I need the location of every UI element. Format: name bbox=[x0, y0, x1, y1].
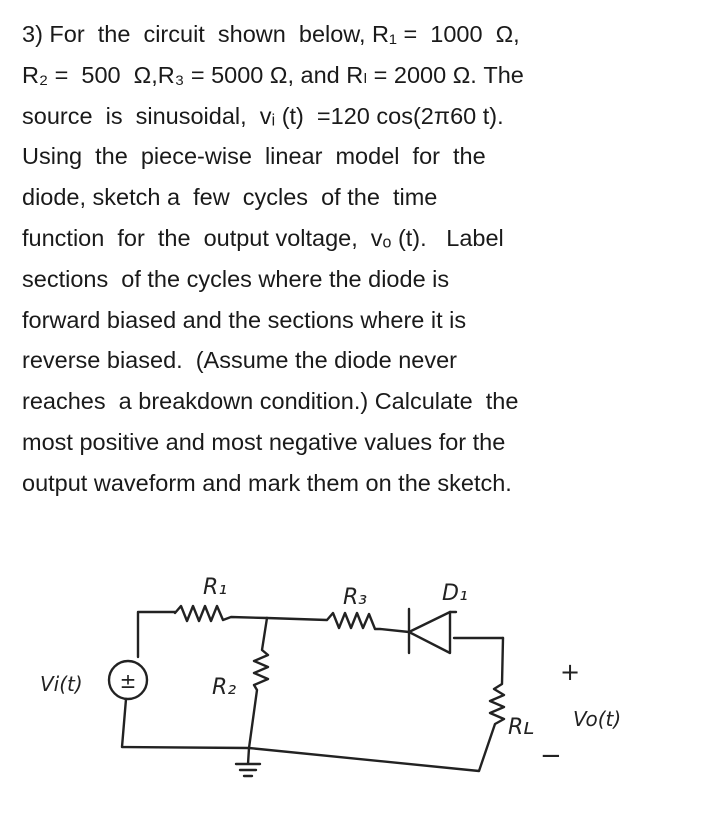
r2-label: R₂ bbox=[212, 675, 237, 700]
problem-line: most positive and most negative values for the bbox=[22, 428, 506, 455]
output-plus: + bbox=[560, 658, 581, 686]
problem-line: diode, sketch a few cycles of the time bbox=[22, 184, 438, 211]
ground-icon bbox=[236, 748, 260, 776]
r1-label: R₁ bbox=[203, 575, 228, 600]
problem-line: sections of the cycles where the diode is bbox=[22, 265, 450, 292]
resistor-r1-icon bbox=[175, 606, 267, 621]
problem-line: forward biased and the sections where it is bbox=[22, 306, 467, 333]
r3-label: R₃ bbox=[343, 585, 368, 610]
resistor-r3-icon bbox=[267, 613, 409, 632]
problem-line: output waveform and mark them on the sketch. bbox=[22, 469, 512, 496]
resistor-rl-icon bbox=[249, 638, 504, 771]
problem-line: Using the piece-wise linear model for the bbox=[22, 143, 486, 170]
output-label: Vo(t) bbox=[573, 707, 622, 731]
rl-label: Rʟ bbox=[508, 715, 535, 740]
problem-line: reverse biased. (Assume the diode never bbox=[22, 347, 457, 374]
problem-line: function for the output voltage, vₒ (t). Label bbox=[22, 224, 504, 251]
diode-d1-icon bbox=[409, 609, 503, 653]
svg-text:±: ± bbox=[119, 669, 137, 693]
problem-line: R₂ = 500 Ω,R₃ = 5000 Ω, and Rₗ = 2000 Ω. The bbox=[22, 61, 524, 88]
d1-label: D₁ bbox=[442, 581, 468, 606]
output-minus: − bbox=[540, 741, 562, 771]
problem-line: source is sinusoidal, vᵢ (t) =120 cos(2π60 t). bbox=[22, 102, 504, 129]
resistor-r2-icon bbox=[249, 618, 268, 748]
problem-line: reaches a breakdown condition.) Calculate the bbox=[22, 388, 519, 415]
problem-line: 3) For the circuit shown below, R₁ = 1000 Ω, bbox=[22, 21, 520, 47]
source-label: Vi(t) bbox=[40, 672, 83, 696]
